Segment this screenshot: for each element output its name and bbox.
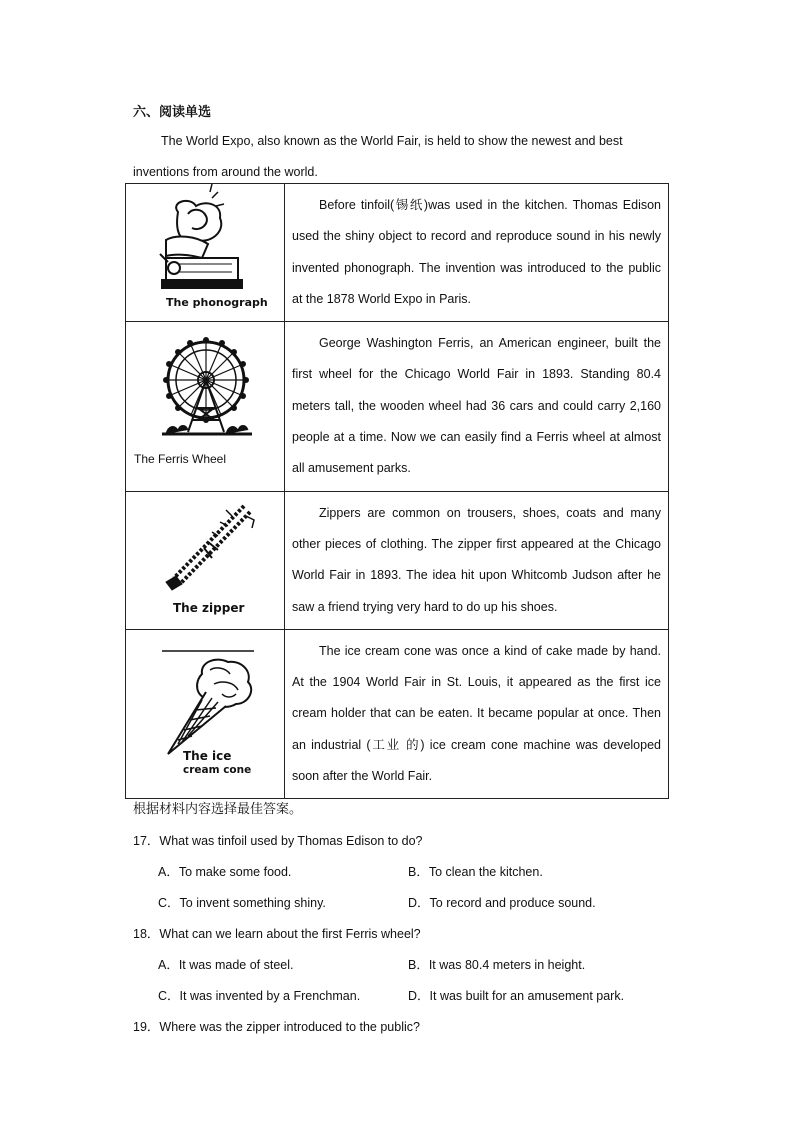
ice-cream-cone-caption-line1: The ice — [183, 748, 232, 763]
ice-cream-cone-caption-line2: cream cone — [183, 763, 252, 776]
ferris-wheel-caption: The Ferris Wheel — [134, 452, 227, 467]
q18-option-d[interactable]: D．It was built for an amusement park. — [408, 989, 625, 1003]
q17-option-b[interactable]: B．To clean the kitchen. — [408, 865, 543, 879]
q18-option-c[interactable]: C．It was invented by a Frenchman. — [158, 989, 361, 1003]
ferris-wheel-text-cell — [285, 322, 669, 491]
question-17: 17．What was tinfoil used by Thomas Edison to do? — [133, 834, 423, 848]
ferris-wheel-cell — [126, 322, 285, 491]
q18-option-b[interactable]: B．It was 80.4 meters in height. — [408, 958, 586, 972]
ice-cream-cone-cell — [126, 629, 285, 798]
phonograph-text-cell — [285, 184, 669, 322]
zipper-text: Zippers are common on trousers, shoes, coats and many other pieces of clothing. The zipper first appeared at the Chicago World Fair in 1893. The idea hit upon Whitcomb Judson after he saw a friend trying very hard to do up his shoes. — [292, 505, 661, 614]
ice-cream-cone-text: The ice cream cone was once a kind of cake made by hand. At the 1904 World Fair in St. Louis, it appeared as the first ice cream holder that can be eaten. It became popular at once. Then an industrial (工业 的) ice cream cone machine was developed soon after the World Fair. — [292, 643, 661, 784]
phonograph-caption: The phonograph — [166, 296, 268, 309]
intro-paragraph — [133, 126, 663, 188]
phonograph-text: Before tinfoil(锡纸)was used in the kitchen. Thomas Edison used the shiny object to record and reproduce sound in his newly invented phonograph. The invention was introduced to the public at the 1878 World Expo in Paris. — [292, 198, 661, 306]
intro-text: The World Expo, also known as the World Fair, is held to show the newest and best inventions from around the world. — [133, 134, 623, 179]
instruction: 根据材料内容选择最佳答案。 — [133, 802, 303, 817]
q17-option-d[interactable]: D．To record and produce sound. — [408, 896, 596, 910]
table-row — [126, 184, 669, 322]
table-row — [126, 629, 669, 798]
question-19: 19．Where was the zipper introduced to the public? — [133, 1020, 420, 1034]
table-row — [126, 491, 669, 629]
inventions-table — [125, 183, 669, 799]
table-row — [126, 322, 669, 491]
section-title: 六、阅读单选 — [133, 105, 212, 120]
q18-option-a[interactable]: A．It was made of steel. — [158, 958, 294, 972]
zipper-cell — [126, 491, 285, 629]
zipper-caption: The zipper — [173, 600, 245, 615]
ice-cream-cone-text-cell — [285, 629, 669, 798]
q17-option-c[interactable]: C．To invent something shiny. — [158, 896, 326, 910]
ferris-wheel-text: George Washington Ferris, an American engineer, built the first wheel for the Chicago World Fair in 1893. Standing 80.4 meters tall, the wooden wheel had 36 cars and could carry 2,160 people at a time. Now we can easily find a Ferris wheel at almost all amusement parks. — [292, 336, 661, 476]
q17-option-a[interactable]: A．To make some food. — [158, 865, 292, 879]
question-18: 18．What can we learn about the first Ferris wheel? — [133, 927, 421, 941]
phonograph-cell — [126, 184, 285, 322]
zipper-text-cell — [285, 491, 669, 629]
